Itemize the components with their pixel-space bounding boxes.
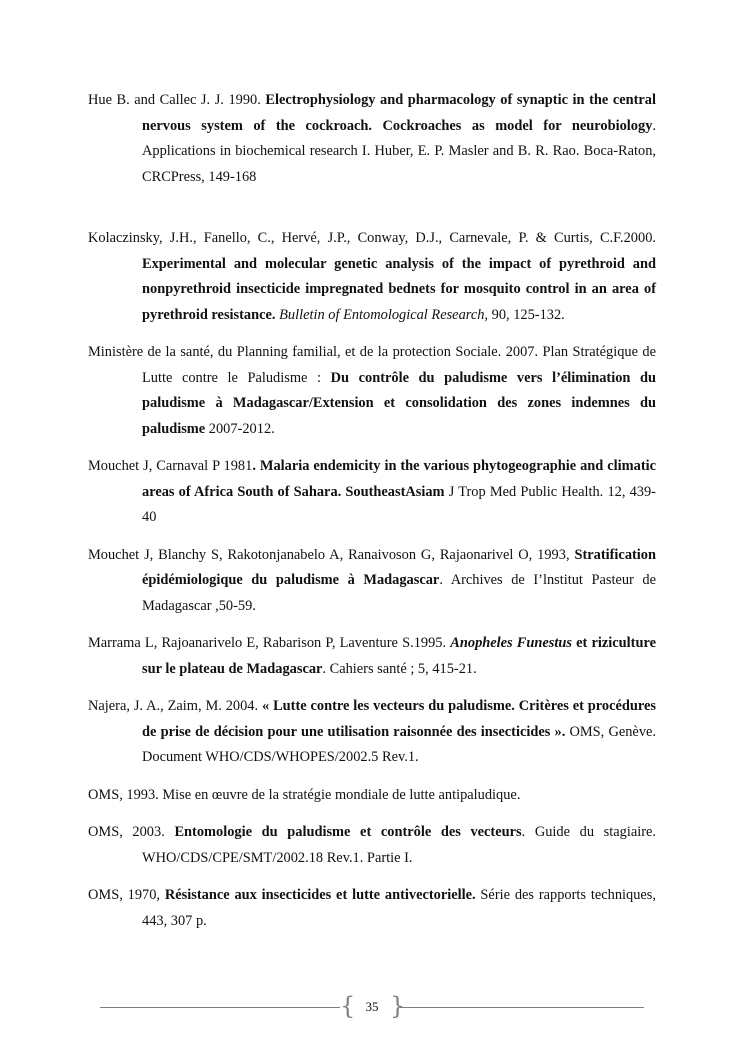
page-footer	[100, 992, 644, 1024]
reference-entry: Najera, J. A., Zaim, M. 2004. « Lutte contre les vecteurs du paludisme. Critères et procédures de prise de décision pour une utilisation raisonnée des insecticides ». OMS, Genève. Document WHO/CDS/WHOPES/2002.5 Rev.1.	[88, 698, 657, 765]
reference-entry: Marrama L, Rajoanarivelo E, Rabarison P, Laventure S.1995. Anopheles Funestus et riziculture sur le plateau de Madagascar. Cahiers santé ; 5, 415-21.	[88, 635, 656, 677]
reference-entry: OMS, 1970, Résistance aux insecticides et lutte antivectorielle. Série des rapports techniques, 443, 307 p.	[88, 887, 656, 929]
reference-entry: Hue B. and Callec J. J. 1990. Electrophysiology and pharmacology of synaptic in the central nervous system of the cockroach. Cockroaches as model for neurobiology. Applications in biochemical research I. Huber, E. P. Masler and B. R. Rao. Boca-Raton, CRCPress, 149-168	[88, 92, 656, 185]
reference-entry: OMS, 1993. Mise en œuvre de la stratégie mondiale de lutte antipaludique.	[88, 786, 521, 803]
reference-entry: Mouchet J, Carnaval P 1981. Malaria endemicity in the various phytogeographie and climatic areas of Africa South of Sahara. SoutheastAsiam J Trop Med Public Health. 12, 439-40	[88, 458, 657, 525]
page-number: 35	[365, 999, 379, 1014]
reference-entry: Ministère de la santé, du Planning familial, et de la protection Sociale. 2007. Plan Stratégique de Lutte contre le Paludisme : Du contrôle du paludisme vers l’élimination du paludisme à Madagascar/Extension et consolidation des zones indemnes du paludisme 2007-2012.	[88, 344, 657, 437]
reference-entry: Kolaczinsky, J.H., Fanello, C., Hervé, J.P., Conway, D.J., Carnevale, P. & Curtis, C.F.2000. Experimental and molecular genetic analysis of the impact of pyrethroid and nonpyrethroid insecticide impregnated bednets for mosquito control in an area of pyrethroid resistance. Bulletin of Entomological Research, 90, 125-132.	[88, 230, 656, 323]
reference-entry: Mouchet J, Blanchy S, Rakotonjanabelo A, Ranaivoson G, Rajaonarivel O, 1993, Stratification épidémiologique du paludisme à Madagascar. Archives de I’lnstitut Pasteur de Madagascar ,50-59.	[88, 546, 656, 614]
footer-rule-left	[100, 1007, 340, 1008]
reference-entry: OMS, 2003. Entomologie du paludisme et contrôle des vecteurs. Guide du stagiaire. WHO/CDS/CPE/SMT/2002.18 Rev.1. Partie I.	[88, 824, 656, 866]
left-brace-ornament: {	[340, 992, 356, 1020]
right-brace-ornament: }	[390, 992, 406, 1020]
reference-list	[88, 88, 656, 946]
footer-rule-right	[400, 1007, 644, 1008]
